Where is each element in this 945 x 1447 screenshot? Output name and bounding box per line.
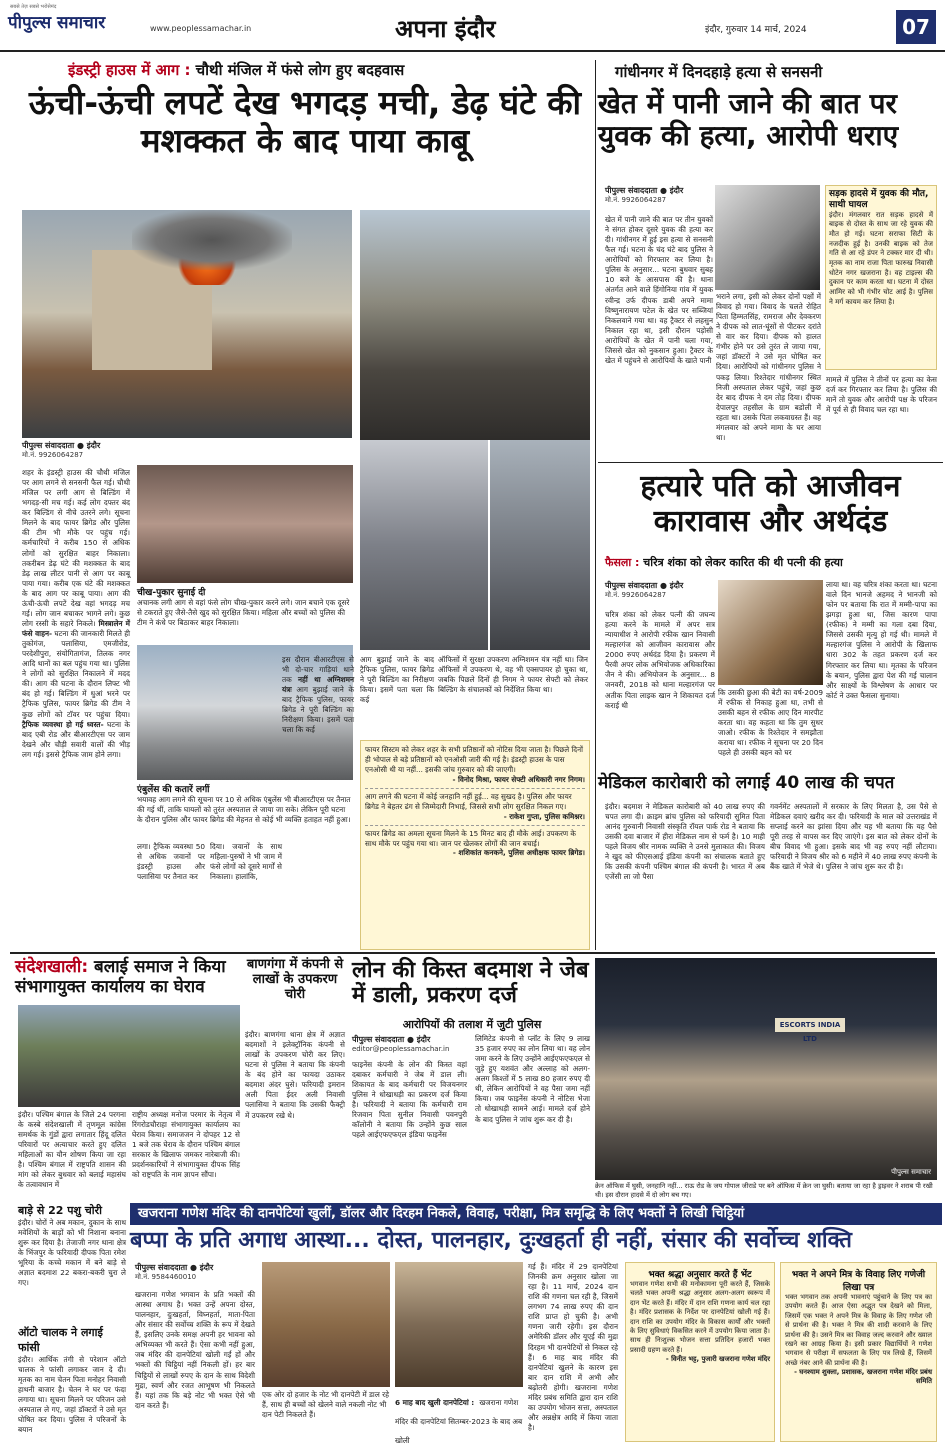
section-title: अपना इंदौर <box>395 15 496 43</box>
brief1-title: बाड़े से 22 पशु चोरी <box>18 1204 102 1217</box>
story7-headline: लोन की किस्त बदमाश ने जेब में डाली, प्रकरण दर्ज <box>352 958 589 1009</box>
quote-divider-1 <box>365 788 585 789</box>
crane-accident-photo <box>595 958 937 1180</box>
story1-col5 <box>282 655 354 945</box>
side-news-box <box>825 185 937 370</box>
protest-photo <box>18 1005 240 1107</box>
story1-byline: पीपुल्स संवाददाता ● इंदौर <box>22 441 101 450</box>
counting-notes-photo-1 <box>262 1262 390 1387</box>
story6-body-col1: इंदौर। बाणगंगा थाना क्षेत्र में अज्ञात बदमाशों ने इलेक्ट्रॉनिक कंपनी से लाखों के उपकरण चोरी कर लिए। घटना से पुलिस ने बताया कि कंपनी के बंद होने का फायदा उठाकर बदमाश अंदर घुसे। फरियादी इमरान अली पिता ईदर अली निवासी पलासिया ने बताया कि उसकी फैक्ट्री में उपकरण रखे थे। <box>245 1030 345 1120</box>
story3-body-col1 <box>605 610 715 770</box>
masthead <box>0 0 945 52</box>
story1-col5a: इस दौरान बीआरटीएस से भी दो-चार गाड़ियां थाने तक <box>282 655 354 685</box>
website-url[interactable]: www.peoplessamachar.in <box>150 24 252 33</box>
quote2-text: आग लगने की घटना में कोई जनहानि नहीं हुई... वह सुखद है। पुलिस और फायर ब्रिगेड ने बेहतर ढंग से जिम्मेदारी निभाई, जिससे सभी लोग सुरक्षित निकल गए। <box>365 791 572 811</box>
story2-body4: रिश्तेदार गांधीनगर स्थित निजी अस्पताल लेकर पहुंचे, जहां कुछ देर बाद दीपक ने दम तोड़ दिया। दीपक देपालपुर तहसील के ग्राम बडोली में रहता था। उसके पिता लकवाग्रस्त हैं। वह मंगलवार को अपने मामा के घर आया था। <box>716 372 821 442</box>
priest-box <box>625 1262 775 1442</box>
photo-caption-1 <box>137 585 353 641</box>
story3-byline-block <box>605 580 715 608</box>
crowd-on-road-photo <box>360 210 590 440</box>
escorts-signboard: ESCORTS INDIA LTD <box>775 1018 845 1032</box>
story5-headline-block <box>15 958 240 1002</box>
story4-headline: मेडिकल कारोबारी को लगाई 40 लाख की चपत <box>598 773 895 793</box>
priest-box-title: भक्त श्रद्धा अनुसार करते हैं भेंट <box>648 1270 752 1280</box>
story1-sub2: ट्रैफिक व्यवस्था हो गई ध्वस्त- <box>22 719 104 729</box>
story9-kicker: खजराना गणेश मंदिर की दानपेटियां खुलीं, डॉलर और दिरहम निकले, विवाह, परीक्षा, मित्र समृद्धि के लिए भक्तों ने लिखी चिट्ठियां <box>130 1203 942 1225</box>
quote1-text: फायर सिस्टम को लेकर शहर के सभी प्रतिष्ठानों को नोटिस दिया जाता है। पिछले दिनों ही भोपाल से बड़े प्रतिष्ठानों को एनओसी जारी की गई है। इंडस्ट्री हाउस के पास एनओसी थी या नहीं... इसकी जांच गुरुवार को की जाएगी। <box>365 745 583 774</box>
story7-body-col2: लिमिटेड कंपनी से प्लॉट के लिए 9 लाख 35 हजार रुपए का लोन लिया था। वह लोन जमा करने के लिए उन्होंने आईएफएफएल से जुड़े हुए यशवंत और अल्लाह को अलग-अलग किश्तों में 5 लाख 80 हजार रुपए दी थी, लेकिन आरोपियों ने वह पैसा जमा नहीं किया। जब फाइनेंस कंपनी ने नोटिस भेजा तो धोखाधड़ी सामने आई। मामले दर्ज होने के बाद पुलिस ने जांच शुरू कर दी है। <box>475 1034 590 1124</box>
story2-body-col1 <box>605 215 713 460</box>
quote2-author: - राकेश गुप्ता, पुलिस कमिश्नर। <box>503 811 585 821</box>
letter-box-body: भक्त भगवान तक अपनी भावनाएं पहुंचाने के लिए पत्र का उपयोग करते हैं। आज ऐसा अद्भुत पत्र देखने को मिला, जिसमें एक भक्त ने अपने मित्र के विवाह के लिए गणेश जी से प्रार्थना की है। भक्त ने मित्र की शादी करवाने के लिए प्रार्थना की है। उसने मित्र का विवाह जल्द करवाने और ख्याल रखने का आग्रह किया है। इसी प्रकार विद्यार्थियों ने गणेश भगवान से परीक्षा में सफलता के लिए पत्र लिखे हैं, जिसमें अच्छे नंबर आने की प्रार्थना की है। <box>785 1293 932 1367</box>
side-news-body: इंदौर। मंगलवार रात सड़क हादसे में बाइक से दोस्त के साथ जा रहे युवक की मौत हो गई। घटना सराफा सिटी के नजदीक हुई है। उनकी बाइक को तेज गति से आ रहे डंपर ने टक्कर मार दी थी। मृतक का नाम राजा पिता फारुख निवासी धोटेन नगर खजराना है। वह टाइल्स की दुकान पर काम करता था। घटना में दोस्त आमिर को भी गंभीर चोट आई है। पुलिस ने मर्ग कायम कर लिया है। <box>829 210 933 306</box>
story2-body3: भराने लगा, इसी को लेकर दोनों पक्षों में विवाद हो गया। विवाद के चलते रोहित पिता हिम्मतसिंह, रामराज और देवकरण ने दीपक को लात-घूंसों से पीटकर दरांते से वार कर दिया। दीपक को हालत गंभीर होने पर उसे तुरंत ले जाया गया, जहां डॉक्टरों ने उसे मृत घोषित कर दिया। आरोपियों को गांधीनगर पुलिस ने पकड़ लिया। <box>716 292 821 382</box>
story1-col5b: आग बुझाई जाने के बाद ट्रैफिक पुलिस, फायर ब्रिगेड ने पूरी बिल्डिंग का निरीक्षण किया। इसमें पता चला कि कई <box>282 685 355 735</box>
brief-auto-driver <box>18 1325 126 1443</box>
letter-box-title: भक्त ने अपने मित्र के विवाह लिए गणेजी लिखा पत्र <box>791 1270 926 1293</box>
quote3-text: फायर ब्रिगेड का अमला सूचना मिलने के 15 मिनट बाद ही मौके आई। उपकरण के साथ मौके पर पहुंच गया था। जान पर खेलकर लोगों की जान बचाई। <box>365 828 576 848</box>
page-number: 07 <box>896 10 936 44</box>
counting-photo1-caption: एक ओर दो हजार के नोट भी दानपेटी में डाल रहे हैं, साथ ही बच्चों को खेलने वाले नकली नोट भी दान पेटी निकलते हैं। <box>262 1390 389 1419</box>
photo-cap1-text: अचानक लगी आग से वहां फंसे लोग चीख-पुकार करने लगे। जान बचाने एक दूसरे से टकराते हुए जैसे-तैसे खुद को सुरक्षित किया। महिला और बच्चों को पुलिस की टीम ने कंधे पर बिठाकर बाहर निकाला। <box>137 598 350 627</box>
story4-body-col1: इंदौर। बदमाश ने मेडिकल कारोबारी को 40 लाख रुपए की चपत लगा दी। क्राइम ब्रांच पुलिस को फरियादी सुमित पिता आनंद गुरुवानी निवासी संस्कृति रॉयल पार्क रोड ने बताया कि उसकी दवा बाजार में हीरा मेडिकल नाम से फर्म है। 10 माही पहले विजय श्रीर नामक व्यक्ति ने उनसे मुलाकात की। विजय ने खुद को फीएसआई इंडिया कंपनी का संचालक बताते हुए कि उसकी कंपनी पश्चिम बंगाल की कंपनी है। भारत में अब एजेंसी ला जो पैसा <box>605 802 765 882</box>
story1-kicker: इंडस्ट्री हाउस में आग : <box>68 61 191 79</box>
photo-cap2-text: भयावह आग लगने की सूचना पर 10 से अधिक एंबुलेंस भी बीआरटीएस पर तैनात की गई थीं, ताकि घायलों को तुरंत अस्पताल ले जाया जा सके। लेकिन पूरी घटना के दौरान पुलिस और फायर ब्रिगेड की मेहनत से कोई भी व्यक्ति हताहत नहीं हुआ। <box>137 795 351 824</box>
story9-body-col1: खजराना गणेश भगवान के प्रति भक्तों की आस्था अगाध है। भक्त उन्हें अपना दोस्त, पालनहार, दुःखहर्ता, विघ्नहर्ता, माता-पिता और संसार की सर्वोच्च शक्ति के रूप में देखते हैं, इसलिए उनके समक्ष अपनी हर भावना को अभिव्यक्त भी करते हैं। ऐसा कभी नहीं हुआ, जब मंदिर की दानपेटियां खोली गईं हों और भक्तों की चिट्ठियां नहीं निकली हों। हर बार चिट्ठियों से लाखों रुपए के दान के साथ विदेशी मुद्रा, स्वर्ण और रजत आभूषण भी निकलते हैं। यहां तक कि बड़े नोट भी भक्त ऐसे भी दान करते हैं। <box>135 1290 255 1410</box>
story9-headline: बप्पा के प्रति अगाध आस्था... दोस्त, पालनहार, दुःखहर्ता ही नहीं, संसार की सर्वोच्च शक्ति <box>130 1228 852 1253</box>
story4-body-col2: गवर्नमेंट अस्पतालों में सरकार के लिए मिलता है, उस पैसे से मेडिकल दवाएं खरीद कर दी। फरियादी के माल को उत्तराखंड में सप्लाई करने का झांसा दिया और यह भी बताया कि यह पैसे पूरी तरह से वापस कर दिए जाएंगे। इस बात को लेकर दोनों के बीच विवाद भी हुआ। इसके बाद भी वह रुपए नहीं लौटाया। फरियादी ने विजय श्रीर को 6 महीने में 40 लाख रुपए कंपनी के बैंक खाते में भेजे थे। पुलिस ने जांच शुरू कर दी है। <box>770 802 937 872</box>
newspaper-logo: पीपुल्स समाचार <box>8 13 106 33</box>
dateline: इंदौर, गुरुवार 14 मार्च, 2024 <box>705 25 807 35</box>
story1-col4: दिया। जवानों के साथ महिला-पुरुषों ने भी जाम में फंसे लोगों को दूसरे मार्गों से निकाला। हालांकि, <box>210 842 282 882</box>
crowd-fleeing-photo <box>137 465 353 583</box>
story1-body-col1 <box>22 468 130 953</box>
story1-byline-block <box>22 440 352 466</box>
priest-box-body: भगवान गणेश सभी की मनोकामना पूरी करते हैं, जिसके चलते भक्त अपनी श्रद्धा अनुसार अलग-अलग स्वरूप में दान भेंट करते हैं। मंदिर में दान राशि गणना कार्य चल रहा है। मंदिर प्रशासक के निर्देश पर दानपेटियां खोली गई हैं। दान राशि का उपयोग मंदिर के विकास कार्यों और भक्तों के लिए सुविधाएं विकसित करने में उपयोग किया जाता है। साथ ही निःशुल्क भोजन सत्ता प्रतिदिन हजारों भक्त प्रसादी ग्रहण करते हैं। <box>630 1280 770 1354</box>
photo-cap1-title: चीख-पुकार सुनाई दी <box>137 588 206 598</box>
photo-credit: पीपुल्स समाचार <box>891 1168 931 1176</box>
story2-byline: पीपुल्स संवाददाता ● इंदौर <box>605 186 684 195</box>
story3-body-col2: कि उसकी छुआ की बेटी का वर्ष-2009 में रफीक से निकाह हुआ था, तभी से उसकी बहन से रफीक आए दिन मारपीट करता था। वह कहता था कि तुम सुधर जाओ। रफीक के रिश्तेदार ने समझौता कराया था। रफीक ने सूचना पर 20 दिन पहले ही उसकी बहन को घर <box>718 688 823 758</box>
story3-mobile: मो.नं. 9926064287 <box>605 591 667 599</box>
story5-kicker: संदेशखाली: <box>15 957 89 977</box>
story3-body1b: अभियोजन के अनुसार... 8 जनवरी, 2018 को थाना मल्हारगंज पर अतीक पिता लाइक खान ने शिकायत दर्ज कराई थी <box>605 670 715 710</box>
masthead-tagline: सबसे तेज़ सबसे भरोसेमंद <box>10 4 57 10</box>
knife-attack-illustration <box>715 185 820 290</box>
story1-mobile: मो.नं. 9926064287 <box>22 451 84 459</box>
story6-headline: बाणगंगा में कंपनी से लाखों के उपकरण चोरी <box>246 957 344 1002</box>
story1-body: शहर के इंडस्ट्री हाउस की चौथी मंजिल पर आग लगने से सनसनी फैल गई। चौथी मंजिल पर लगी आग से बिल्डिंग में भगदड़-सी मच गई। कई लोग दफ्तर बंद कर बिल्डिंग से नीचे उतरने लगे। सूचना मिलने के बाद फायर ब्रिगेड और पुलिस की टीम भी मौके पर पहुंच गई। कर्मचारियों ने करीब 150 से अधिक लोगों को सुरक्षित बाहर निकाला। तकरीबन डेढ़ घंटे की मशक्कत के बाद डेढ़ लाख लीटर पानी से आग पर काबू पाया गया। करीब एक घंटे की मशक्कत के बाद आग पर काबू पाया। आग की ऊंची-ऊंची लपटें देख वहां भगदड़ मच गई। लोग जान बचाकर भागने लगे। कुछ लोग रस्सी के सहारे निकले। <box>22 468 130 628</box>
quote-divider-2 <box>365 825 585 826</box>
story1-sub1: मिस्त्रालेन में फंसे वाहन- <box>22 618 131 638</box>
story3-headline: हत्यारे पति को आजीवन कारावास और अर्थदंड <box>640 469 901 539</box>
side-news-title: सड़क हादसे में युवक की मौत, साथी घायल <box>829 189 929 210</box>
story7-body-col1: फाइनेंस कंपनी के लोन की किस्त वहां दबाकर कर्मचारी ने जेब में डाल ली। शिकायत के बाद कर्मचारी पर विजयनगर पुलिस ने धोखाधड़ी का प्रकरण दर्ज किया है। फरियादी ने बताया कि कर्मचारी राम रिजवान पिता सुनील निवासी पवनपुरी कॉलोनी ने बताया कि उन्होंने कुछ साल पहले आईएफएफएल इंडिया फाइनेंस <box>352 1060 467 1140</box>
story1-col3: लगा। ट्रैफिक व्यवस्था 50 से अधिक जवानों पर इंडस्ट्री हाउस और पलासिया पर तैनात कर <box>137 842 205 882</box>
counting-photo2-caption <box>395 1390 523 1445</box>
story3-top-rule <box>598 462 943 463</box>
photo2-caption-title: 6 माह बाद खुली दानपेटियां : <box>395 1398 475 1407</box>
story1-col6: ऑफिसों में सुरक्षा उपकरण अग्निशमन यंत्र नहीं था। जिन ऑफिसों में उपकरण थे, वह भी एक्सपायर हो चुका था, जबकि पिछले दिनों ही निगम ने फायर सेफ्टी को लेकर बिल्डिंग के संचालकों को निर्देशित किया था। <box>438 655 588 695</box>
story7-byline-block <box>352 1034 472 1058</box>
story1-kicker-line <box>68 60 588 82</box>
story1-col5-cont: आग बुझाई जाने के बाद ट्रैफिक पुलिस, फायर ब्रिगेड ने पूरी बिल्डिंग का निरीक्षण किया। इसमें पता चला कि कई <box>360 655 434 705</box>
fire-building-photo <box>22 210 352 438</box>
story3-byline: पीपुल्स संवाददाता ● इंदौर <box>605 581 684 590</box>
story3-body3: लाया था। वह चरित्र शंका करता था। घटना वाले दिन भानजे अहमद ने भानजी को फोन पर बताया कि रात में मम्मी-पापा का झगड़ा हुआ था, जिस कारण पापा (रफीक) ने मम्मी का गला दबा दिया, जिससे उसकी मृत्यु हो गई थी। <box>826 580 937 640</box>
story1-body2: घटना की जानकारी मिलते ही तुकोगंज, पलासिया, एमजीरोड, परदेशीपुरा, संयोगितागंज, तिलक नगर आदि थानों का बल पहुंच गया था। पुलिस ने लोगों को सुरक्षित निकालने में मदद की। आग की घटना के दौरान लिफ्ट भी बंद हो गई। बिल्डिंग में धुआं भरने पर ट्रैफिक पुलिस, फायर ब्रिगेड की टीम ने कुछ लोगों को टॉवर पर पहुंचा दिया। <box>22 629 130 719</box>
story7-byline: पीपुल्स संवाददाता ● इंदौर <box>352 1035 431 1044</box>
quote3-author: - शशिकांत कनकने, पुलिस अधीक्षक फायर ब्रिगेड। <box>452 848 585 858</box>
story5-headline: बलाई समाज ने किया संभागायुक्त कार्यालय का घेराव <box>15 957 226 997</box>
story7-email[interactable]: editor@peoplessamachar.in <box>352 1045 450 1053</box>
story9-body-col2: गई हैं। मंदिर में 29 दानपेटियां जिनकी क्रम अनुसार खोला जा रहा है। 11 मार्च, 2024 दान राशि की गणना चल रही है, जिसमें लगभग 74 लाख रुपए की दान राशि प्राप्त हो चुकी है। अभी गणना जारी रहेगी। इस दौरान अमेरिकी डॉलर और यूएई की मुद्रा दिरहम भी दानपेटियों से निकल रहे हैं। 6 माह बाद मंदिर की दानपेटियां खुलने के कारण इस बार दान राशि में अभी और बढ़ोतरी होगी। खजराना गणेश मंदिर प्रबंध समिति द्वारा दान राशि का उपयोग भोजन सत्ता, अस्पताल और अन्नक्षेत्र आदि में किया जाता है। <box>528 1262 618 1432</box>
story7-subhead: आरोपियों की तलाश में जुटी पुलिस <box>402 1018 542 1031</box>
story5-body-col1: इंदौर। पश्चिम बंगाल के जिले 24 परगना के कस्बे संदेशखाली में तृणमूल कांग्रेस समर्थक के गुंडों द्वारा लगातार हिंदू दलित परिवारों पर अत्याचार करते हुए दलित महिलाओं का यौन शोषण किया जा रहा है। पश्चिम बंगाल में राष्ट्रपति शासन की मांग को लेकर बुधवार को बलाई महासंघ के तत्वावधान में <box>18 1110 126 1190</box>
column-divider <box>595 60 596 950</box>
smoke-plume <box>132 210 292 270</box>
brief1-body: इंदौर। चोरों ने अब मकान, दुकान के साथ मवेशियों के बाड़ों को भी निशाना बनाना शुरू कर दिया है। तेजाजी नगर थाना क्षेत्र के भिंजपुर के फरियादी दीपक पिता रमेश भूरिया के कच्चे मकान में बने बाड़े से अज्ञात बदमाश 22 बकरा-बकरी चुरा ले गए। <box>18 1218 126 1288</box>
section-divider <box>10 952 935 954</box>
brief2-body: इंदौर। आर्थिक तंगी से परेशान ऑटो चालक ने फांसी लगाकर जान दे दी। मृतक का नाम चेतन पिता मनोहर निवासी हाथनी बाजार है। चेतन ने घर पर फंदा लगाया था। सूचना मिलने पर परिजन उसे अस्पताल ले गए, जहां डॉक्टरों ने उसे मृत घोषित कर दिया। पुलिस ने परिजनों के बयान <box>18 1355 126 1435</box>
priest-box-author: - विनीत भट्ट, पुजारी खजराना गणेश मंदिर <box>665 1355 770 1363</box>
story2-headline: खेत में पानी जाने की बात पर युवक की हत्या, आरोपी धराए <box>598 87 899 153</box>
gavel-illustration <box>718 580 823 685</box>
story1-headline: ऊंची-ऊंची लपटें देख भगदड़ मची, डेढ़ घंटे की मशक्कत के बाद पाया काबू <box>28 83 582 160</box>
story9-mobile: मो.नं. 9584460010 <box>135 1273 197 1281</box>
counting-notes-photo-2 <box>395 1262 523 1387</box>
injured-man-photo <box>360 440 488 650</box>
letter-box <box>780 1262 937 1442</box>
story3-body1: चरित्र शंका को लेकर पत्नी की जघन्य हत्या करने के मामले में अपर सत्र न्यायाधीश ने आरोपी रफीक खान निवासी मल्हारगंज को आजीवन कारावास और 2000 रुपए अर्थदंड दिया है। प्रकरण में पैरवी अपर लोक अभियोजक अधिकारिका जैन ने की। <box>605 610 715 680</box>
story2-body2: पुलिस के अनुसार... घटना बुधवार सुबह 10 बजे के आसपास की है। थाना अंतर्गत आने वाले हिंगोनिया गांव में युवक रवीन्द्र उर्फ दीपक डाबी अपने मामा विष्णुनारायण पटेल के खेत पर सब्जियां निकलवाने गया था। वह ट्रैक्टर से लहसुन निकाल रहा था, इसी दौरान पड़ोसी आरोपियों के खेत में पानी चला गया, जिससे खेत को नुकसान हुआ। ट्रैक्टर के खेत में पहुंचने से आरोपियों के खाते पानी <box>605 265 713 365</box>
letter-box-author: - घनश्याम शुक्ला, प्रशासक, खजराना गणेश मंदिर प्रबंध समिति <box>794 1368 932 1386</box>
photo-cap2-title: एंबुलेंस की कतारें लगीं <box>137 785 210 795</box>
story2-kicker: गांधीनगर में दिनदहाड़े हत्या से सनसनी <box>615 63 823 81</box>
story2-body-col3: मामले में पुलिस ने तीनों पर हत्या का केस दर्ज कर गिरफ्तार कर लिया है। पुलिस की मानें तो युवक और आरोपी पक्ष के परिजन में पूर्व से ही विवाद चल रहा था। <box>826 375 937 415</box>
story9-byline: पीपुल्स संवाददाता ● इंदौर <box>135 1263 214 1272</box>
story2-mobile: मो.नं. 9926064287 <box>605 196 667 204</box>
story2-body-col2 <box>716 292 821 460</box>
story3-kicker: फैसला : <box>605 556 640 569</box>
story3-body-col3 <box>826 580 937 770</box>
brief2-title: ऑटो चालक ने लगाई फांसी <box>18 1326 103 1354</box>
story3-kicker-rest: चरित्र शंका को लेकर कारित की थी पत्नी की हत्या <box>643 556 843 569</box>
quotes-box <box>360 740 590 950</box>
quote1-author: - विनोद मिश्रा, फायर सेफ्टी अधिकारी नगर निगम। <box>452 774 585 784</box>
story5-body-col2: राष्ट्रीय अध्यक्ष मनोज परमार के नेतृत्व में रिंगरोडचौराहा संभागायुक्त कार्यालय का घेराव किया। समाजजन ने दोपहर 12 से 1 बजे तक घेराव के दौरान पश्चिम बंगाल सरकार के खिलाफ जमकर नारेबाजी की। प्रदर्शनकारियों ने संभागायुक्त दीपक सिंह को राष्ट्रपति के नाम ज्ञापन सौंपा। <box>132 1110 240 1180</box>
story1-sub3: नहीं था अग्निशमन यंत्रः <box>282 675 355 695</box>
story3-body4: मामले में मल्हारगंज पुलिस ने आरोपी के खिलाफ धारा 302 के तहत प्रकरण दर्ज कर गिरफ्तार कर लिया था। मृतका के परिजन के बयान, पुलिस द्वारा पेश की गई चालान और साक्ष्यों के विश्लेषण के आधार पर कोर्ट ने उक्त फैसला सुनाया। <box>826 630 937 700</box>
photo2-caption-text: खजराना गणेश मंदिर की दानपेटियां सितम्बर-2023 के बाद अब खोली <box>395 1398 523 1445</box>
story2-body1: खेत में पानी जाने की बात पर तीन युवकों ने संगत होकर दूसरे युवक की हत्या कर दी। गांधीनगर में हुई इस हत्या से सनसनी फैल गई। घटना के चंद घंटे बाद पुलिस ने आरोपियों को गिरफ्तार कर लिया है। <box>605 215 713 265</box>
story1-kicker-rest: चौथी मंजिल में फंसे लोग हुए बदहवास <box>195 61 405 79</box>
crane-caption: क्रेन ऑफिस में घुसी, जनहानि नहीं... राऊ रोड के जय गोपाल जीराडे पर बने ऑफिस में क्रेन जा घुसी। बताया जा रहा है ड्राइवर ने शराब पी रखी थी। इस दौरान हादसे में दो लोग बच गए। <box>595 1182 933 1199</box>
story3-kicker-line <box>605 555 940 571</box>
car-traffic-photo <box>490 440 590 650</box>
story9-byline-block <box>135 1262 255 1288</box>
story1-body3: घटना के बाद एबी रोड और बीआरटीएस पर जाम देखने और चौड़ी सवारी वालों की भीड़ लग गई। इससे ट्रैफिक जाम होने लगा। <box>22 719 130 759</box>
brief-cattle-theft <box>18 1203 126 1323</box>
